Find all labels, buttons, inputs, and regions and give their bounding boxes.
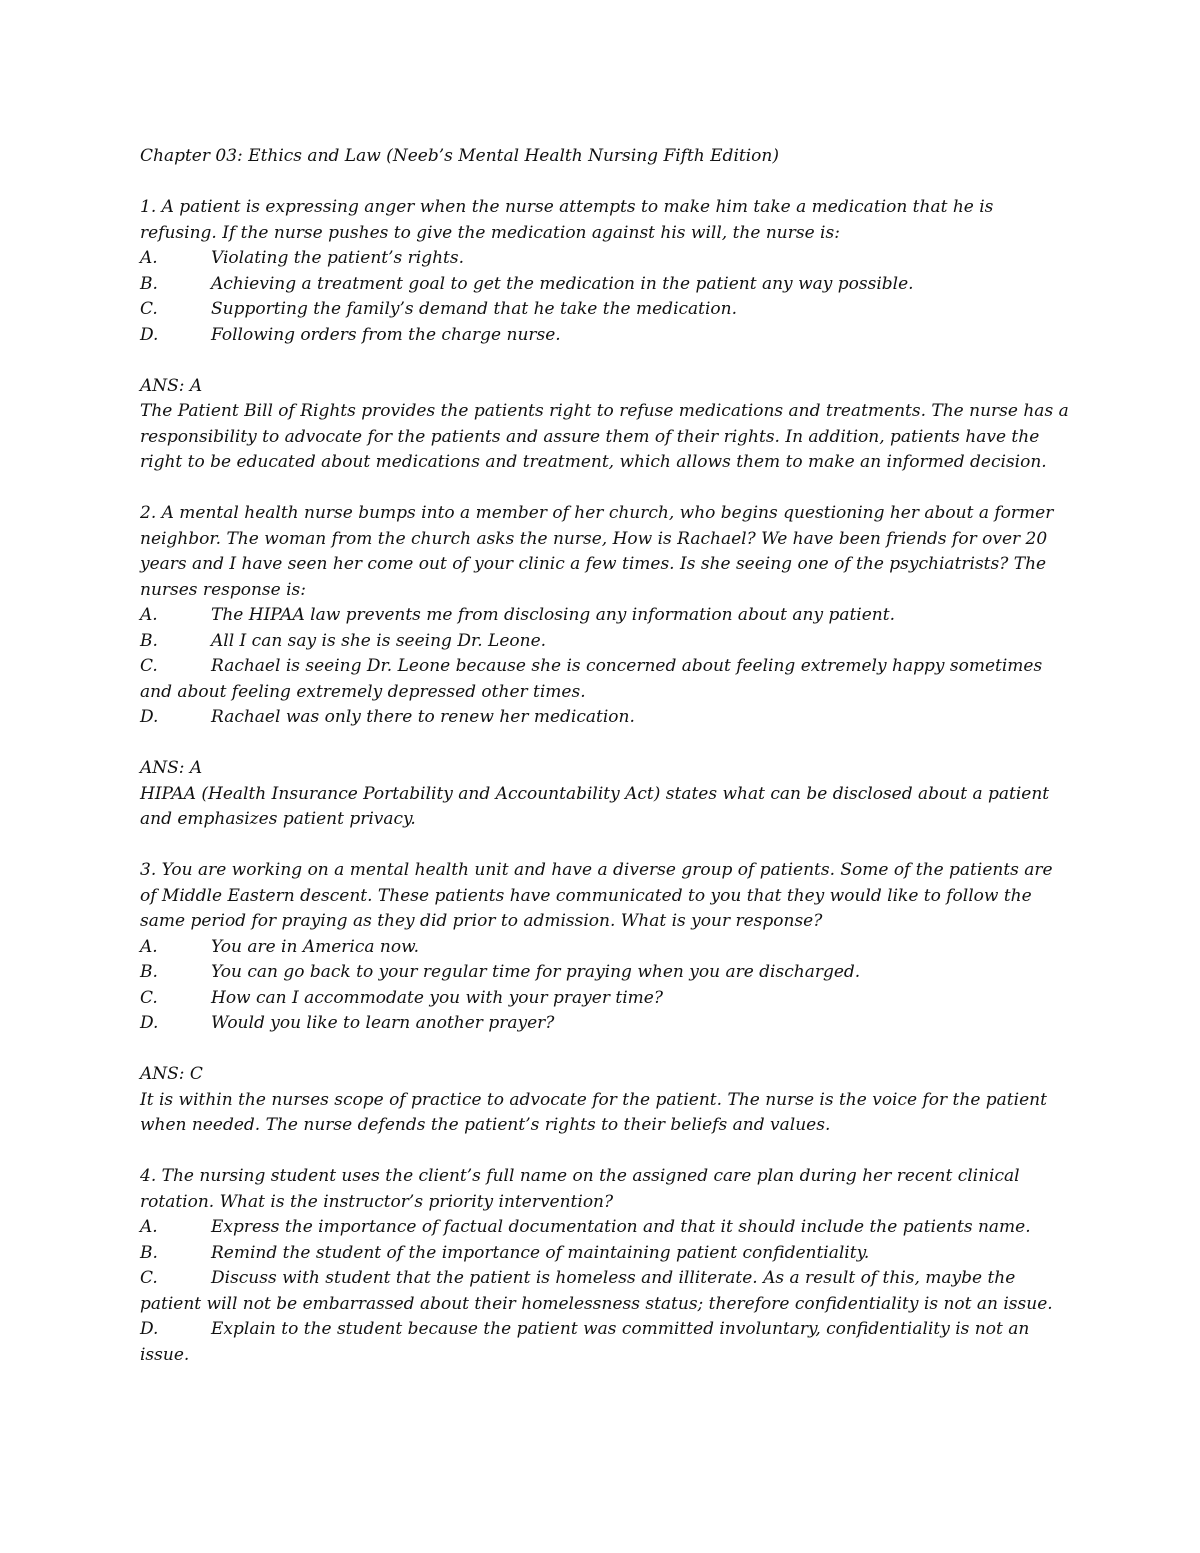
- option-letter: C.: [140, 656, 158, 676]
- answer-key: ANS: C: [140, 1064, 203, 1084]
- option-d: [140, 705, 1070, 731]
- question-4: [140, 1164, 1070, 1368]
- question-stem: 3. You are working on a mental health unit and have a diverse group of patients. Some of the patients are of Middle Eastern descent. These patients have communicated to you that they would like to follow the same period for praying as they did prior to admission. What is your response?: [140, 860, 1053, 931]
- option-letter: B.: [140, 962, 158, 982]
- option-b: [140, 272, 1070, 298]
- question-2: [140, 501, 1070, 731]
- option-letter: D.: [140, 1319, 159, 1339]
- option-letter: C.: [140, 987, 158, 1008]
- page-title: Chapter 03: Ethics and Law (Neeb’s Mental Health Nursing Fifth Edition): [140, 146, 779, 166]
- option-letter: D.: [140, 1013, 159, 1033]
- option-a: [140, 603, 1070, 629]
- option-text: Rachael was only there to renew her medication.: [211, 707, 635, 727]
- answer-key: ANS: A: [140, 758, 203, 778]
- answer-block-1: [140, 374, 1070, 476]
- option-letter: A.: [140, 936, 158, 957]
- option-text: Supporting the family’s demand that he take the medication.: [211, 299, 738, 319]
- document-page: [140, 144, 1070, 1394]
- option-letter: D.: [140, 324, 159, 345]
- option-text: Remind the student of the importance of maintaining patient confidentiality.: [211, 1242, 870, 1263]
- option-c: [140, 986, 1070, 1012]
- option-text: Achieving a treatment goal to get the medication in the patient any way possible.: [211, 273, 914, 294]
- option-letter: D.: [140, 707, 159, 727]
- option-text: Express the importance of factual documentation and that it should include the patients name.: [211, 1217, 1031, 1237]
- answer-rationale: HIPAA (Health Insurance Portability and Accountability Act) states what can be disclosed about a patient and emphasizes patient privacy.: [140, 783, 1050, 829]
- question-stem: 2. A mental health nurse bumps into a member of her church, who begins questioning her about a former neighbor. The woman from the church asks the nurse, How is Rachael? We have been friends for over 20 years and I have seen her come out of your clinic a few times. Is she seeing one of the psychiatrists? The nurses response is:: [140, 503, 1054, 600]
- option-letter: A.: [140, 605, 158, 625]
- option-letter: C.: [140, 1268, 158, 1288]
- option-text: All I can say is she is seeing Dr. Leone.: [211, 630, 547, 651]
- option-text: Rachael is seeing Dr. Leone because she is concerned about feeling extremely happy sometimes and about feeling extremely depressed other times.: [140, 656, 1043, 702]
- option-text: Violating the patient’s rights.: [211, 248, 464, 268]
- question-1: [140, 195, 1070, 348]
- option-letter: B.: [140, 1242, 158, 1263]
- question-stem: 4. The nursing student uses the client’s full name on the assigned care plan during her recent clinical rotation. What is the instructor’s priority intervention?: [140, 1166, 1020, 1212]
- option-b: [140, 960, 1070, 986]
- answer-block-3: [140, 1062, 1070, 1139]
- answer-key: ANS: A: [140, 375, 203, 396]
- option-text: You can go back to your regular time for praying when you are discharged.: [211, 962, 861, 982]
- option-text: How can I accommodate you with your prayer time?: [211, 987, 663, 1008]
- answer-rationale: It is within the nurses scope of practice to advocate for the patient. The nurse is the voice for the patient when needed. The nurse defends the patient’s rights to their beliefs and values.: [140, 1089, 1047, 1135]
- answer-rationale: The Patient Bill of Rights provides the patients right to refuse medications and treatments. The nurse has a responsibility to advocate for the patients and assure them of their rights. In addition, patients have the right to be educated about medications and treatment, which allows them to make an informed decision.: [140, 401, 1069, 472]
- option-a: [140, 246, 1070, 272]
- option-a: [140, 1215, 1070, 1241]
- option-text: The HIPAA law prevents me from disclosing any information about any patient.: [211, 605, 895, 625]
- option-b: [140, 629, 1070, 655]
- option-text: Discuss with student that the patient is homeless and illiterate. As a result of this, maybe the patient will not be embarrassed about their homelessness status; therefore confidentiality is not an issue.: [140, 1268, 1053, 1314]
- option-text: Would you like to learn another prayer?: [211, 1013, 555, 1033]
- option-letter: C.: [140, 299, 158, 319]
- option-c: [140, 1266, 1070, 1317]
- answer-block-2: [140, 756, 1070, 833]
- question-stem: 1. A patient is expressing anger when the nurse attempts to make him take a medication that he is refusing. If the nurse pushes to give the medication against his will, the nurse is:: [140, 197, 994, 243]
- option-d: [140, 1011, 1070, 1037]
- option-text: Explain to the student because the patient was committed involuntary, confidentiality is not an issue.: [140, 1319, 1030, 1365]
- option-letter: A.: [140, 1217, 158, 1237]
- option-letter: A.: [140, 248, 158, 268]
- option-c: [140, 297, 1070, 323]
- option-letter: B.: [140, 630, 158, 651]
- option-a: [140, 935, 1070, 961]
- question-3: [140, 858, 1070, 1037]
- option-b: [140, 1241, 1070, 1267]
- option-d: [140, 323, 1070, 349]
- option-text: You are in America now.: [211, 936, 420, 957]
- option-text: Following orders from the charge nurse.: [211, 324, 561, 345]
- option-d: [140, 1317, 1070, 1368]
- option-letter: B.: [140, 273, 158, 294]
- option-c: [140, 654, 1070, 705]
